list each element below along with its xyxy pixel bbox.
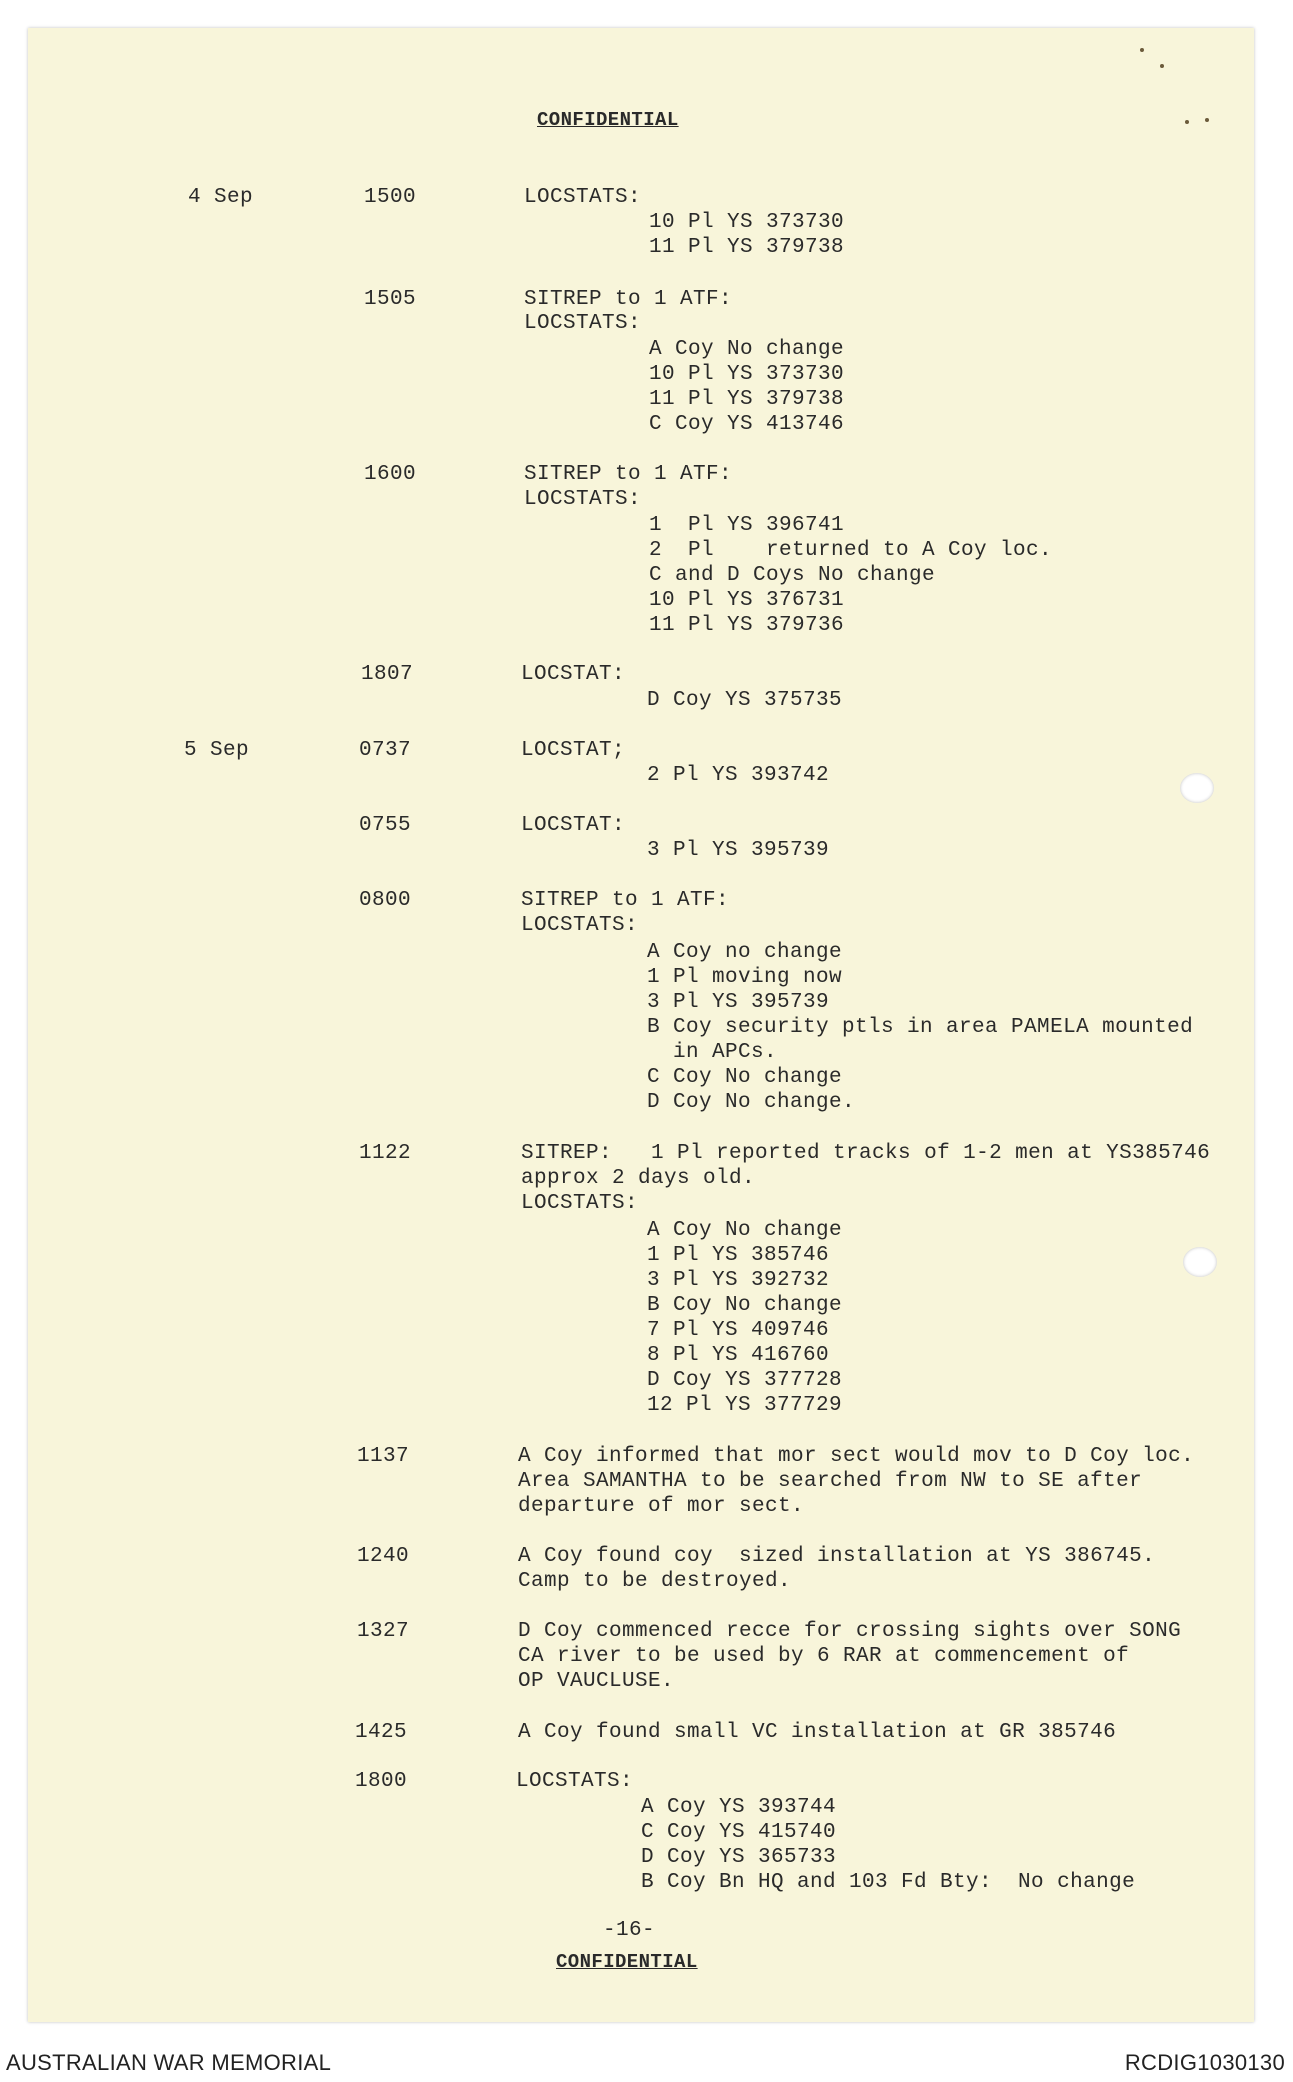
entry-line: departure of mor sect. (518, 1495, 805, 1518)
time-1122: 1122 (359, 1142, 412, 1165)
entry-line: LOCSTATS: (524, 186, 642, 209)
entry-line: C and D Coys No change (649, 564, 936, 587)
entry-line: 3 Pl YS 395739 (647, 991, 830, 1014)
entry-line: CA river to be used by 6 RAR at commencement of (518, 1645, 1130, 1668)
entry-line: 10 Pl YS 373730 (649, 211, 845, 234)
entry-line: A Coy No change (647, 1219, 843, 1242)
entry-line: 1 Pl moving now (647, 966, 843, 989)
entry-line: LOCSTATS: (516, 1770, 634, 1793)
page-header: CONFIDENTIAL (537, 109, 679, 131)
entry-line: A Coy no change (647, 941, 843, 964)
date-5-sep: 5 Sep (184, 739, 250, 762)
entry-line: Camp to be destroyed. (518, 1570, 792, 1593)
entry-line: D Coy commenced recce for crossing sights over SONG (518, 1620, 1182, 1643)
entry-line: 7 Pl YS 409746 (647, 1319, 830, 1342)
entry-line: A Coy YS 393744 (641, 1796, 837, 1819)
entry-line: LOCSTAT: (521, 814, 626, 837)
time-0737: 0737 (359, 739, 412, 762)
entry-line: 3 Pl YS 392732 (647, 1269, 830, 1292)
entry-line: OP VAUCLUSE. (518, 1670, 675, 1693)
entry-line: 12 Pl YS 377729 (647, 1394, 843, 1417)
entry-line: LOCSTATS: (521, 1192, 639, 1215)
entry-line: B Coy security ptls in area PAMELA mounted (647, 1016, 1194, 1039)
entry-line: D Coy YS 365733 (641, 1846, 837, 1869)
time-1500: 1500 (364, 186, 417, 209)
entry-line: 10 Pl YS 373730 (649, 363, 845, 386)
entry-line: C Coy No change (647, 1066, 843, 1089)
page-number: -16- (603, 1919, 656, 1942)
entry-line: A Coy informed that mor sect would mov to D Coy loc. (518, 1445, 1195, 1468)
time-1800: 1800 (355, 1770, 408, 1793)
entry-line: 2 Pl YS 393742 (647, 764, 830, 787)
entry-line: LOCSTAT: (521, 663, 626, 686)
entry-line: 11 Pl YS 379738 (649, 388, 845, 411)
entry-line: SITREP to 1 ATF: (524, 463, 733, 486)
time-1327: 1327 (357, 1620, 410, 1643)
paper-speck (1185, 120, 1189, 124)
entry-line: LOCSTATS: (521, 914, 639, 937)
entry-line: 10 Pl YS 376731 (649, 589, 845, 612)
paper-speck (1160, 64, 1164, 68)
entry-line: in APCs. (647, 1041, 778, 1064)
punch-hole (1180, 773, 1214, 803)
entry-line: SITREP to 1 ATF: (521, 889, 730, 912)
time-1240: 1240 (357, 1545, 410, 1568)
time-0800: 0800 (359, 889, 412, 912)
entry-line: LOCSTATS: (524, 488, 642, 511)
paper-speck (1205, 118, 1209, 122)
entry-line: C Coy YS 415740 (641, 1821, 837, 1844)
archive-record-id: RCDIG1030130 (1124, 2050, 1285, 2075)
time-1505: 1505 (364, 288, 417, 311)
entry-line: approx 2 days old. (521, 1167, 756, 1190)
entry-line: SITREP: 1 Pl reported tracks of 1-2 men at YS385746 (521, 1142, 1211, 1165)
entry-line: SITREP to 1 ATF: (524, 288, 733, 311)
entry-line: 1 Pl YS 396741 (649, 514, 845, 537)
entry-line: 1 Pl YS 385746 (647, 1244, 830, 1267)
paper-speck (1140, 48, 1144, 52)
entry-line: Area SAMANTHA to be searched from NW to SE after (518, 1470, 1143, 1493)
entry-line: D Coy No change. (647, 1091, 856, 1114)
date-4-sep: 4 Sep (188, 186, 254, 209)
entry-line: 11 Pl YS 379738 (649, 236, 845, 259)
entry-line: 3 Pl YS 395739 (647, 839, 830, 862)
entry-line: B Coy No change (647, 1294, 843, 1317)
entry-line: 8 Pl YS 416760 (647, 1344, 830, 1367)
entry-line: A Coy No change (649, 338, 845, 361)
entry-line: LOCSTAT; (521, 739, 626, 762)
time-1137: 1137 (357, 1445, 410, 1468)
entry-line: A Coy found small VC installation at GR 385746 (518, 1721, 1117, 1744)
entry-line: LOCSTATS: (524, 312, 642, 335)
entry-line: D Coy YS 377728 (647, 1369, 843, 1392)
entry-line: D Coy YS 375735 (647, 689, 843, 712)
entry-line: C Coy YS 413746 (649, 413, 845, 436)
entry-line: A Coy found coy sized installation at YS 386745. (518, 1545, 1156, 1568)
punch-hole (1183, 1247, 1217, 1277)
entry-line: B Coy Bn HQ and 103 Fd Bty: No change (641, 1871, 1136, 1894)
time-1600: 1600 (364, 463, 417, 486)
time-1807: 1807 (361, 663, 414, 686)
archive-source-label: AUSTRALIAN WAR MEMORIAL (6, 2050, 332, 2075)
page-footer-classification: CONFIDENTIAL (556, 1951, 698, 1973)
entry-line: 2 Pl returned to A Coy loc. (649, 539, 1053, 562)
time-1425: 1425 (355, 1721, 408, 1744)
entry-line: 11 Pl YS 379736 (649, 614, 845, 637)
time-0755: 0755 (359, 814, 412, 837)
